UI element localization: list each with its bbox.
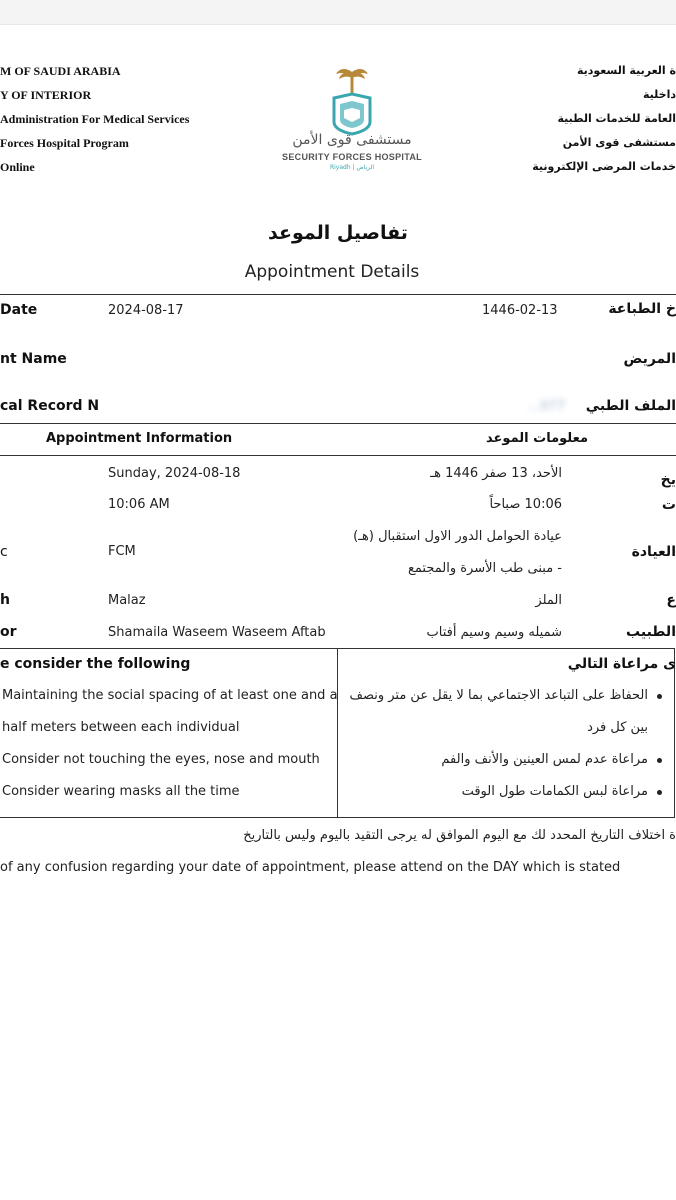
clinic-label: c	[0, 544, 8, 560]
print-date-label-ar: خ الطباعة	[608, 301, 676, 317]
header-ar-line-5: خدمات المرضى الإلكترونية	[532, 160, 676, 173]
header-en-line-4: Forces Hospital Program	[0, 136, 129, 150]
header-ar-line-4: مستشفى قوى الأمن	[562, 136, 676, 149]
consider-item-2: Consider not touching the eyes, nose and mouth	[2, 752, 320, 767]
appointment-date-label-ar: يخ	[660, 472, 676, 488]
consider-box-divider	[337, 648, 338, 818]
branch-value-ar: الملز	[535, 593, 562, 608]
consider-item-3-ar: مراعاة لبس الكمامات طول الوقت	[461, 784, 648, 799]
print-date-hijri: 1446-02-13	[482, 303, 558, 318]
hospital-logo-icon	[330, 64, 374, 136]
consider-item-2-ar: مراعاة عدم لمس العينين والأنف والفم	[441, 752, 648, 767]
clinic-label-ar: العيادة	[631, 544, 676, 560]
bullet-icon	[657, 758, 662, 763]
consider-item-3: Consider wearing masks all the time	[2, 784, 240, 799]
appointment-time-value: 10:06 AM	[108, 497, 170, 512]
consider-item-1-ar-line-2: بين كل فرد	[587, 720, 648, 735]
print-date-label: Date	[0, 302, 38, 318]
consider-item-1: Maintaining the social spacing of at least one and a	[2, 688, 338, 703]
branch-label: h	[0, 592, 10, 608]
divider	[0, 455, 676, 456]
header-en-line-3: Administration For Medical Services	[0, 112, 190, 126]
footer-note-en: of any confusion regarding your date of appointment, please attend on the DAY which is stated	[0, 860, 621, 875]
bullet-icon	[657, 694, 662, 699]
print-date-gregorian: 2024-08-17	[108, 303, 184, 318]
logo-sub-text: Riyadh | الرياض	[329, 164, 375, 171]
branch-value: Malaz	[108, 593, 146, 608]
medical-record-label: cal Record N	[0, 398, 100, 414]
patient-name-label-ar: المريض	[623, 351, 676, 367]
consider-item-1-line-2: half meters between each individual	[2, 720, 240, 735]
bullet-icon	[657, 790, 662, 795]
header-en-line-1: M OF SAUDI ARABIA	[0, 64, 121, 78]
clinic-value-ar-line-2: - مبنى طب الأسرة والمجتمع	[408, 561, 562, 576]
logo-arabic-text: مستشفى قوى الأمن	[292, 132, 412, 148]
header-ar-line-1: ة العربية السعودية	[576, 64, 676, 77]
footer-note-ar: ة اختلاف التاريخ المحدد لك مع اليوم الموافق له يرجى التقيد باليوم وليس بالتاريخ	[243, 828, 676, 843]
logo-english-text: SECURITY FORCES HOSPITAL	[282, 152, 422, 162]
header-en-line-5: Online	[0, 160, 35, 174]
doctor-label-ar: الطبيب	[626, 624, 676, 640]
medical-record-value: ...077	[528, 399, 566, 414]
appointment-date-value: Sunday, 2024-08-18	[108, 466, 241, 481]
appointment-info-heading: Appointment Information	[46, 431, 233, 446]
top-bar	[0, 0, 676, 25]
patient-name-label: nt Name	[0, 351, 67, 367]
doctor-value: Shamaila Waseem Waseem Aftab	[108, 625, 326, 640]
appointment-info-heading-ar: معلومات الموعد	[486, 431, 588, 446]
appointment-time-label-ar: ت	[661, 497, 676, 513]
doctor-value-ar: شميله وسيم وسيم أفتاب	[426, 625, 562, 640]
header-ar-line-2: داخلية	[643, 88, 676, 101]
consider-title: e consider the following	[0, 656, 191, 672]
consider-title-ar: ى مراعاة التالي	[567, 656, 676, 672]
branch-label-ar: ع	[666, 592, 676, 608]
appointment-date-value-ar: الأحد، 13 صفر 1446 هـ	[430, 466, 562, 481]
appointment-time-value-ar: 10:06 صباحاً	[489, 497, 562, 512]
page-title-arabic: تفاصيل الموعد	[268, 222, 408, 244]
divider	[0, 423, 676, 424]
doctor-label: or	[0, 624, 17, 640]
consider-item-1-ar: الحفاظ على التباعد الاجتماعي بما لا يقل عن متر ونصف	[349, 688, 648, 703]
clinic-value-ar: عيادة الحوامل الدور الاول استقبال (هـ)	[353, 529, 562, 544]
header-en-line-2: Y OF INTERIOR	[0, 88, 92, 102]
page-title-english: Appointment Details	[244, 262, 420, 282]
medical-record-label-ar: الملف الطبي	[585, 398, 676, 414]
clinic-value: FCM	[108, 544, 136, 559]
header-ar-line-3: العامة للخدمات الطبية	[557, 112, 676, 125]
divider	[0, 294, 676, 295]
